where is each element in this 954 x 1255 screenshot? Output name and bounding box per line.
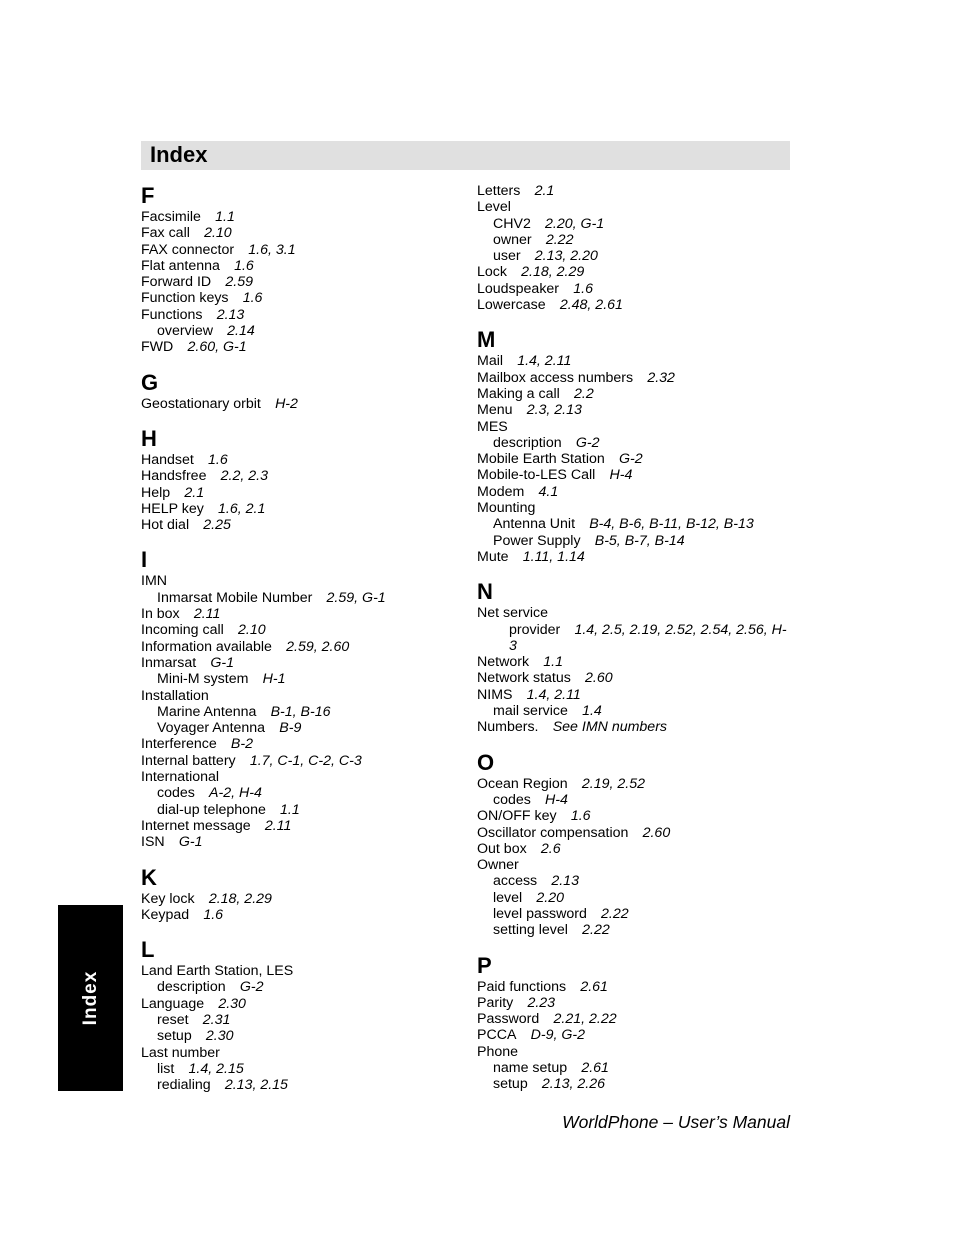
index-entry bbox=[477, 451, 793, 467]
index-entry bbox=[477, 906, 793, 922]
index-term: Mute bbox=[477, 548, 509, 565]
index-term: Installation bbox=[141, 687, 209, 704]
index-pages: 2.48, 2.61 bbox=[559, 297, 623, 314]
index-entry bbox=[141, 452, 461, 468]
index-term: Mail bbox=[477, 353, 504, 370]
index-term: FAX connector bbox=[141, 241, 235, 258]
index-term: Handset bbox=[141, 451, 194, 468]
index-pages: 2.60, G-1 bbox=[187, 339, 247, 356]
index-term: Handsfree bbox=[141, 468, 207, 485]
index-entry bbox=[477, 402, 793, 418]
index-term: Network bbox=[477, 654, 530, 671]
index-entry bbox=[141, 655, 461, 671]
index-entry bbox=[477, 297, 793, 313]
index-entry bbox=[477, 873, 793, 889]
index-entry bbox=[477, 467, 793, 483]
index-term: CHV2 bbox=[493, 215, 531, 232]
index-column-left bbox=[141, 183, 461, 1093]
index-pages: 1.6 bbox=[570, 808, 591, 825]
index-entry bbox=[141, 290, 461, 306]
index-pages: B-5, B-7, B-14 bbox=[594, 532, 685, 549]
index-entry bbox=[141, 704, 461, 720]
index-pages: B-9 bbox=[279, 720, 302, 737]
index-pages: 2.13, 2.15 bbox=[224, 1077, 288, 1094]
index-term: level password bbox=[493, 905, 587, 922]
index-term: Out box bbox=[477, 840, 527, 857]
index-term: Function keys bbox=[141, 290, 229, 307]
index-entry bbox=[141, 818, 461, 834]
index-pages: 2.11 bbox=[193, 606, 221, 623]
side-tab-label: Index bbox=[79, 970, 101, 1026]
index-term: International bbox=[141, 769, 220, 786]
index-pages: H-4 bbox=[545, 791, 568, 808]
index-entry bbox=[477, 654, 793, 670]
index-term: level bbox=[493, 889, 523, 906]
index-pages: 2.11 bbox=[264, 817, 292, 834]
index-entry bbox=[141, 590, 461, 606]
section-gap bbox=[141, 533, 461, 547]
index-pages: 2.61 bbox=[581, 1060, 609, 1077]
index-entry bbox=[477, 857, 793, 873]
index-pages: 2.6 bbox=[540, 840, 561, 857]
index-term: Flat antenna bbox=[141, 257, 220, 274]
index-entry bbox=[477, 281, 793, 297]
index-term: owner bbox=[493, 231, 532, 248]
index-pages: 2.21, 2.22 bbox=[553, 1011, 617, 1028]
section-letter: N bbox=[477, 579, 493, 605]
index-pages: G-2 bbox=[239, 979, 264, 996]
index-term: mail service bbox=[493, 703, 568, 720]
index-pages: 2.61 bbox=[580, 978, 608, 995]
index-entry bbox=[141, 242, 461, 258]
section-letter: L bbox=[141, 937, 155, 963]
index-pages: 1.4, 2.11 bbox=[517, 353, 572, 370]
index-term: Facsimile bbox=[141, 209, 201, 225]
index-entry bbox=[477, 1027, 793, 1043]
index-term: IMN bbox=[141, 573, 168, 590]
index-term: Inmarsat Mobile Number bbox=[157, 589, 313, 606]
index-pages: 2.13, 2.26 bbox=[541, 1076, 606, 1093]
index-term: setup bbox=[157, 1028, 192, 1045]
index-entry bbox=[477, 199, 793, 215]
index-pages: 2.30 bbox=[205, 1028, 234, 1045]
index-term: Land Earth Station, LES bbox=[141, 963, 294, 980]
index-pages: 2.59 bbox=[225, 274, 253, 291]
index-entry bbox=[141, 225, 461, 241]
index-pages: 1.6, 2.1 bbox=[218, 500, 266, 517]
index-term: Lock bbox=[477, 264, 507, 281]
index-entry bbox=[141, 996, 461, 1012]
index-entry bbox=[141, 1028, 461, 1044]
section-gap bbox=[141, 356, 461, 370]
index-pages: G-1 bbox=[210, 654, 235, 671]
index-entry bbox=[477, 792, 793, 808]
section-letter: O bbox=[477, 749, 495, 775]
index-pages: 2.2, 2.3 bbox=[220, 468, 268, 485]
index-term: ISN bbox=[141, 834, 165, 851]
index-term: description bbox=[493, 434, 562, 451]
index-pages: 2.10 bbox=[238, 622, 266, 639]
index-pages: B-1, B-16 bbox=[270, 703, 331, 720]
section-gap bbox=[477, 565, 793, 579]
index-entry bbox=[477, 533, 793, 549]
index-pages: 2.22 bbox=[545, 231, 574, 248]
index-entry bbox=[141, 307, 461, 323]
index-term: Owner bbox=[477, 857, 519, 874]
index-entry bbox=[141, 720, 461, 736]
index-entry bbox=[141, 274, 461, 290]
index-pages: 4.1 bbox=[538, 483, 559, 500]
index-entry bbox=[141, 396, 461, 412]
index-term: overview bbox=[157, 323, 213, 340]
index-pages: 2.31 bbox=[202, 1011, 231, 1028]
index-pages: 1.6 bbox=[234, 257, 254, 274]
index-pages: 1.6 bbox=[203, 906, 224, 923]
index-pages: 1.1 bbox=[543, 654, 563, 671]
index-entry bbox=[141, 639, 461, 655]
index-entry bbox=[141, 468, 461, 484]
index-entry bbox=[477, 703, 793, 719]
index-entry bbox=[141, 907, 461, 923]
index-term: description bbox=[157, 979, 226, 996]
index-pages: 2.10 bbox=[204, 225, 232, 242]
index-pages: 1.6 bbox=[208, 451, 228, 468]
index-pages: 1.4 bbox=[582, 703, 602, 720]
index-entry bbox=[477, 419, 793, 435]
index-entry bbox=[141, 785, 461, 801]
index-pages: 1.11, 1.14 bbox=[522, 548, 585, 565]
index-term: FWD bbox=[141, 339, 174, 356]
index-entry bbox=[477, 1011, 793, 1027]
index-entry bbox=[477, 995, 793, 1011]
index-term: dial-up telephone bbox=[157, 801, 266, 818]
index-entry bbox=[141, 339, 461, 355]
index-entry bbox=[477, 1076, 793, 1092]
index-term: access bbox=[493, 873, 538, 890]
index-term: reset bbox=[157, 1011, 189, 1028]
index-pages: G-2 bbox=[575, 434, 600, 451]
section-letter: M bbox=[477, 327, 496, 353]
index-term: PCCA bbox=[477, 1027, 517, 1044]
index-entry bbox=[477, 841, 793, 857]
index-entry bbox=[477, 776, 793, 792]
index-entry bbox=[477, 1060, 793, 1076]
index-entry bbox=[141, 979, 461, 995]
index-pages: 2.25 bbox=[203, 517, 231, 534]
index-term: Letters bbox=[477, 183, 521, 199]
index-entry bbox=[141, 209, 461, 225]
index-entry bbox=[141, 802, 461, 818]
index-entry bbox=[477, 183, 793, 199]
index-pages: 2.22 bbox=[582, 922, 610, 939]
index-pages: 2.23 bbox=[527, 994, 556, 1011]
index-pages: 2.59, G-1 bbox=[326, 589, 386, 606]
index-pages: H-4 bbox=[609, 467, 633, 484]
index-entry bbox=[141, 606, 461, 622]
index-pages: 1.6 bbox=[573, 280, 593, 297]
index-term: Menu bbox=[477, 402, 513, 419]
index-term: Voyager Antenna bbox=[157, 720, 266, 737]
index-entry bbox=[141, 501, 461, 517]
index-pages: H-2 bbox=[275, 395, 298, 412]
index-term: Antenna Unit bbox=[493, 516, 576, 533]
index-entry bbox=[141, 622, 461, 638]
index-term: Network status bbox=[477, 670, 571, 687]
index-pages: 1.6, 3.1 bbox=[248, 241, 296, 258]
index-term: In box bbox=[141, 606, 180, 623]
index-pages: 2.14 bbox=[227, 323, 255, 340]
index-entry bbox=[141, 891, 461, 907]
index-term: Numbers. bbox=[477, 719, 539, 736]
index-pages: 1.1 bbox=[215, 209, 235, 225]
index-pages: 2.3, 2.13 bbox=[526, 402, 582, 419]
section-gap bbox=[141, 923, 461, 937]
index-pages: 1.6 bbox=[242, 290, 263, 307]
index-entry bbox=[477, 370, 793, 386]
index-pages: D-9, G-2 bbox=[530, 1027, 586, 1044]
index-entry bbox=[477, 435, 793, 451]
index-pages: 2.59, 2.60 bbox=[286, 638, 350, 655]
index-pages: 1.4, 2.11 bbox=[526, 686, 581, 703]
index-pages: G-1 bbox=[178, 834, 203, 851]
section-letter: H bbox=[141, 425, 157, 451]
index-term: Mounting bbox=[477, 500, 536, 517]
index-entry bbox=[477, 353, 793, 369]
index-entry bbox=[477, 500, 793, 516]
index-term: name setup bbox=[493, 1060, 568, 1077]
section-gap bbox=[477, 939, 793, 953]
section-gap bbox=[477, 736, 793, 750]
index-term: Level bbox=[477, 199, 511, 216]
index-pages: 2.18, 2.29 bbox=[521, 264, 585, 281]
index-entry bbox=[477, 386, 793, 402]
index-term: Interference bbox=[141, 736, 217, 753]
index-term: codes bbox=[493, 791, 531, 808]
section-gap bbox=[141, 851, 461, 865]
section-letter: P bbox=[477, 952, 492, 978]
index-term: Lowercase bbox=[477, 297, 546, 314]
index-pages: H-1 bbox=[262, 671, 286, 688]
index-term: provider bbox=[509, 621, 561, 638]
index-entry bbox=[141, 963, 461, 979]
index-entry bbox=[477, 808, 793, 824]
index-pages: 1.7, C-1, C-2, C-3 bbox=[249, 752, 362, 769]
index-term: Mini-M system bbox=[157, 671, 249, 688]
index-pages: 2.20 bbox=[536, 889, 564, 906]
side-tab bbox=[58, 905, 123, 1091]
index-term: Inmarsat bbox=[141, 654, 197, 671]
index-entry bbox=[141, 1012, 461, 1028]
index-pages: 2.13 bbox=[216, 306, 245, 323]
index-pages: 2.60 bbox=[642, 824, 671, 841]
footer-title: WorldPhone – User’s Manual bbox=[562, 1112, 790, 1132]
index-term: NIMS bbox=[477, 686, 513, 703]
index-term: Information available bbox=[141, 638, 272, 655]
index-entry bbox=[141, 1045, 461, 1061]
index-entry bbox=[141, 517, 461, 533]
index-entry bbox=[141, 573, 461, 589]
index-term: Oscillator compensation bbox=[477, 824, 629, 841]
index-term: Parity bbox=[477, 994, 514, 1011]
index-entry bbox=[477, 979, 793, 995]
index-term: Ocean Region bbox=[477, 775, 568, 792]
index-term: Incoming call bbox=[141, 622, 224, 639]
index-term: Mobile-to-LES Call bbox=[477, 467, 596, 484]
index-entry bbox=[477, 825, 793, 841]
index-term: Hot dial bbox=[141, 517, 190, 534]
section-letter: F bbox=[141, 183, 155, 208]
index-entry bbox=[477, 549, 793, 565]
index-entry bbox=[141, 688, 461, 704]
index-term: Mobile Earth Station bbox=[477, 451, 605, 468]
index-pages: 2.30 bbox=[218, 995, 246, 1012]
index-column-right bbox=[477, 183, 793, 1093]
index-entry bbox=[477, 516, 793, 532]
index-term: Loudspeaker bbox=[477, 280, 560, 297]
index-term: setup bbox=[493, 1076, 528, 1093]
index-entry bbox=[477, 232, 793, 248]
index-entry bbox=[141, 485, 461, 501]
index-pages: G-2 bbox=[618, 451, 643, 468]
index-term: Mailbox access numbers bbox=[477, 369, 634, 386]
index-pages: 1.4, 2.5, 2.19, 2.52, 2.54, 2.56, H-3 bbox=[509, 621, 787, 654]
index-pages: 2.13 bbox=[551, 873, 579, 890]
index-entry bbox=[141, 1077, 461, 1093]
index-entry bbox=[477, 922, 793, 938]
index-term: setting level bbox=[493, 922, 568, 939]
index-term: user bbox=[493, 248, 521, 265]
index-pages: 2.18, 2.29 bbox=[208, 890, 272, 907]
index-entry bbox=[477, 719, 793, 735]
index-pages: See IMN numbers bbox=[552, 719, 668, 736]
index-entry bbox=[141, 258, 461, 274]
index-term: list bbox=[157, 1060, 175, 1077]
section-letter: K bbox=[141, 864, 157, 890]
index-term: Language bbox=[141, 995, 205, 1012]
index-pages: 1.1 bbox=[280, 801, 300, 818]
section-gap bbox=[477, 313, 793, 327]
index-entry bbox=[477, 670, 793, 686]
index-entry bbox=[477, 1044, 793, 1060]
index-term: Making a call bbox=[477, 385, 560, 402]
index-entry bbox=[141, 769, 461, 785]
index-term: Key lock bbox=[141, 890, 195, 907]
index-pages: 2.19, 2.52 bbox=[581, 775, 646, 792]
index-entry bbox=[477, 248, 793, 264]
index-entry bbox=[141, 834, 461, 850]
index-term: MES bbox=[477, 418, 508, 435]
page-title: Index bbox=[150, 142, 208, 167]
index-term: Phone bbox=[477, 1043, 519, 1060]
index-pages: 2.1 bbox=[184, 484, 205, 501]
index-term: Last number bbox=[141, 1044, 220, 1061]
index-entry bbox=[477, 890, 793, 906]
index-pages: 2.60 bbox=[585, 670, 613, 687]
index-entry bbox=[477, 605, 793, 621]
index-pages: 1.4, 2.15 bbox=[188, 1060, 244, 1077]
index-entry bbox=[477, 216, 793, 232]
index-term: Geostationary orbit bbox=[141, 395, 261, 412]
section-letter: G bbox=[141, 369, 159, 395]
index-pages: B-4, B-6, B-11, B-12, B-13 bbox=[589, 516, 754, 533]
index-term: Marine Antenna bbox=[157, 703, 257, 720]
index-pages: A-2, H-4 bbox=[209, 785, 262, 802]
index-term: Paid functions bbox=[477, 978, 567, 995]
index-pages: 2.13, 2.20 bbox=[534, 248, 598, 265]
index-entry bbox=[477, 622, 793, 655]
index-entry bbox=[477, 264, 793, 280]
index-pages: 2.2 bbox=[574, 385, 594, 402]
index-term: codes bbox=[157, 785, 195, 802]
index-pages: 2.1 bbox=[534, 183, 555, 199]
index-term: Internet message bbox=[141, 817, 251, 834]
index-term: Functions bbox=[141, 306, 203, 323]
index-term: Fax call bbox=[141, 225, 190, 242]
index-entry bbox=[477, 484, 793, 500]
index-pages: 2.20, G-1 bbox=[545, 215, 605, 232]
index-term: Internal battery bbox=[141, 752, 236, 769]
index-term: Net service bbox=[477, 605, 548, 622]
index-term: Help bbox=[141, 484, 171, 501]
index-term: Forward ID bbox=[141, 274, 212, 291]
index-pages: 2.22 bbox=[601, 905, 629, 922]
index-entry bbox=[141, 671, 461, 687]
index-title-bar bbox=[141, 141, 790, 170]
index-term: HELP key bbox=[141, 500, 204, 517]
index-entry bbox=[141, 1061, 461, 1077]
index-pages: 2.32 bbox=[647, 369, 675, 386]
index-term: Modem bbox=[477, 483, 525, 500]
index-term: ON/OFF key bbox=[477, 808, 557, 825]
index-entry bbox=[141, 736, 461, 752]
index-entry bbox=[477, 687, 793, 703]
index-term: Keypad bbox=[141, 906, 190, 923]
index-term: Power Supply bbox=[493, 532, 581, 549]
section-gap bbox=[141, 412, 461, 426]
index-entry bbox=[141, 753, 461, 769]
index-term: redialing bbox=[157, 1077, 211, 1094]
index-term: Password bbox=[477, 1011, 540, 1028]
index-pages: B-2 bbox=[230, 736, 253, 753]
section-letter: I bbox=[141, 547, 148, 573]
index-entry bbox=[141, 323, 461, 339]
